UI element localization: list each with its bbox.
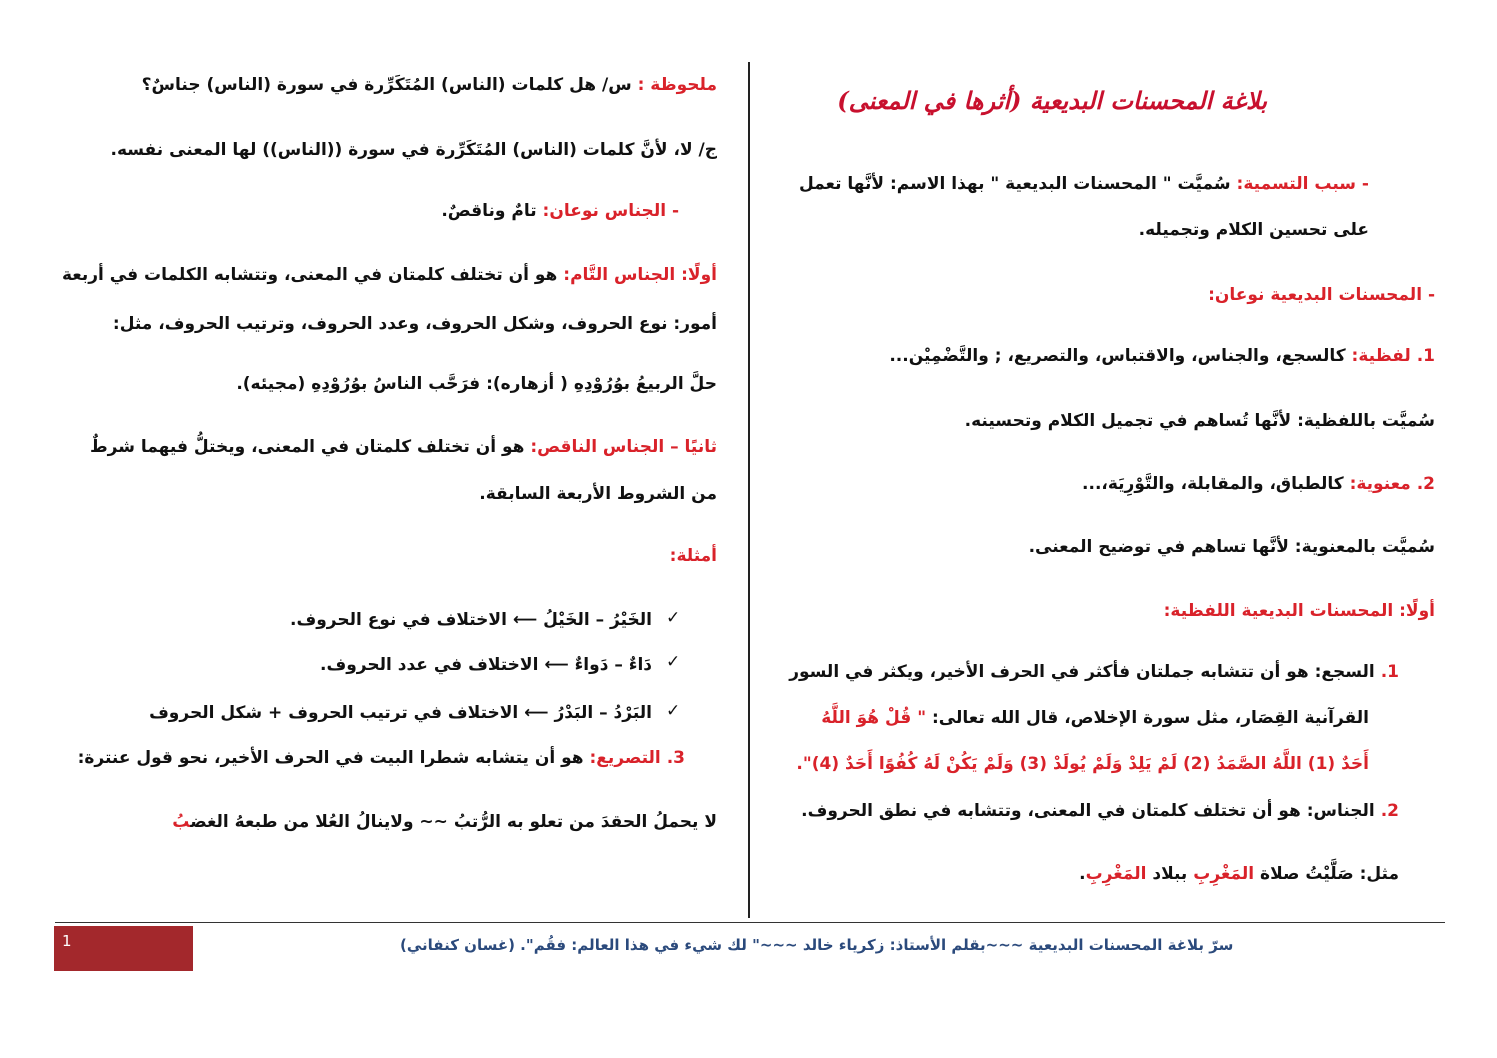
note-question: س/ هل كلمات (الناس) المُتَكَرِّرة في سورة (الناس) جناسٌ؟: [141, 75, 632, 95]
saja-num: 1.: [1380, 662, 1399, 682]
tasri-text: هو أن يتشابه شطرا البيت في الحرف الأخير، نحو قول عنترة:: [77, 748, 584, 768]
naqis-text-2: من الشروط الأربعة السابقة.: [479, 484, 717, 504]
naqis-line-1: [90, 437, 717, 457]
type2-label: 2. معنوية:: [1349, 474, 1435, 494]
jinas-line: [801, 801, 1399, 821]
naming-text-1: سُميَّت " المحسنات البديعية " بهذا الاسم: لأنَّها تعمل: [798, 174, 1231, 194]
type1-label: 1. لفظية:: [1351, 346, 1435, 366]
saja-line-2: [821, 708, 1369, 728]
quran-1: " قُلْ هُوَ اللَّهُ: [821, 708, 927, 728]
example-2: دَاءٌ – دَواءٌ ⟵ الاختلاف في عدد الحروف.: [320, 655, 652, 675]
saja-label: السجع:: [1314, 662, 1375, 682]
tam-text-2: أمور: نوع الحروف، وشكل الحروف، وعدد الحروف، وترتيب الحروف، مثل:: [112, 314, 717, 334]
note-question-line: [142, 75, 717, 95]
jinas-text: هو أن تختلف كلمتان في المعنى، وتتشابه في نطق الحروف.: [801, 801, 1301, 821]
naqis-label: ثانيًا – الجناس الناقص:: [530, 437, 717, 457]
quran-2: أَحَدٌ (1) اللَّهُ الصَّمَدُ (2) لَمْ يَلِدْ وَلَمْ يُولَدْ (3) وَلَمْ يَكُنْ لَهُ كُفُوًا أَحَدٌ (4)".: [796, 754, 1369, 774]
type2-text: كالطباق، والمقابلة، والتَّوْرِيَة،...: [1082, 474, 1344, 494]
footer-text: سرّ بلاغة المحسنات البديعية ~~~بقلم الأستاذ: زكرياء خالد ~~~" لك شيء في هذا العالم: فقُم". (غسان كنفاني): [400, 936, 1234, 954]
example-b: المَغْرِبِ: [1193, 864, 1255, 884]
naming-text-2: على تحسين الكلام وتجميله.: [1138, 220, 1369, 240]
example-line: [1079, 864, 1399, 884]
saja-line-1: [789, 662, 1399, 682]
checkmark-icon: ✓: [666, 608, 681, 628]
tam-label: أولًا: الجناس التَّام:: [563, 265, 717, 285]
tam-text-1: هو أن تختلف كلمتان في المعنى، وتتشابه الكلمات في أربعة: [61, 265, 558, 285]
verse-part-c: ~~ ولاينالُ العُلا من طبعهُ الغض: [190, 812, 448, 832]
example-c: ببلاد: [1152, 864, 1188, 884]
page-number-box: [54, 926, 193, 971]
types-heading: - المحسنات البديعية نوعان:: [1208, 285, 1435, 305]
saja-text-2: القرآنية القِصَار، مثل سورة الإخلاص، قال الله تعالى:: [931, 708, 1369, 728]
jinas-types-text: تامٌ وناقصٌ.: [441, 201, 537, 221]
checkmark-icon: ✓: [666, 652, 681, 672]
jinas-num: 2.: [1380, 801, 1399, 821]
type1-reason: سُميَّت باللفظية: لأنَّها تُساهم في تجميل الكلام وتحسينه.: [964, 411, 1435, 431]
example-d: المَغْرِبِ: [1085, 864, 1147, 884]
tasri-num: 3.: [666, 748, 685, 768]
type1-text: كالسجع، والجناس، والاقتباس، والتصريع، ; والتَّضْمِيْن...: [889, 346, 1346, 366]
naqis-text-1: هو أن تختلف كلمتان في المعنى، ويختلُّ فيهما شرطٌ: [90, 437, 525, 457]
verse-line: [172, 812, 717, 832]
lafzi-heading: أولًا: المحسنات البديعية اللفظية:: [1163, 601, 1435, 621]
example-label: مثل:: [1359, 864, 1399, 884]
example-a: صَلَّيْتُ صلاة: [1260, 864, 1354, 884]
footer-divider: [55, 922, 1445, 923]
note-answer: ج/ لا، لأنَّ كلمات (الناس) المُتَكَرِّرة في سورة ((الناس)) لها المعنى نفسه.: [110, 140, 717, 160]
jinas-types-line: [441, 201, 679, 221]
tasri-label: التصريع:: [589, 748, 661, 768]
naming-label: - سبب التسمية:: [1236, 174, 1369, 194]
note-label: ملحوظة :: [637, 75, 717, 95]
verse-part-d: بُ: [172, 812, 191, 832]
type2-reason: سُميَّت بالمعنوية: لأنَّها تساهم في توضيح المعنى.: [1028, 537, 1435, 557]
jinas-label: الجناس:: [1306, 801, 1375, 821]
checkmark-icon: ✓: [666, 701, 681, 721]
tasri-line: [78, 748, 685, 768]
page-title: بلاغة المحسنات البديعية (أثرها في المعنى): [837, 86, 1267, 115]
saja-text-1: هو أن تتشابه جملتان فأكثر في الحرف الأخير، ويكثر في السور: [789, 662, 1309, 682]
tam-example: حلَّ الربيعُ بوُرُوْدِهِ ( أزهاره): فرَحَّب الناسُ بوُرُوْدِهِ (مجيئه).: [236, 374, 717, 394]
example-3: البَرْدُ – البَدْرُ ⟵ الاختلاف في ترتيب الحروف + شكل الحروف: [149, 703, 652, 723]
page-number: 1: [62, 932, 72, 950]
column-divider: [748, 62, 750, 918]
type2-line: [1082, 474, 1435, 494]
tam-line-1: [62, 265, 717, 285]
example-1: الخَيْرُ – الخَيْلُ ⟵ الاختلاف في نوع الحروف.: [290, 610, 652, 630]
jinas-types-label: - الجناس نوعان:: [542, 201, 679, 221]
naming-line-1: [799, 174, 1369, 194]
type1-line: [889, 346, 1435, 366]
examples-heading: أمثلة:: [669, 546, 717, 566]
verse-part-a: لا يحملُ الحقدَ من تعلو به الرُّتب: [453, 812, 717, 832]
example-e: .: [1079, 864, 1086, 884]
